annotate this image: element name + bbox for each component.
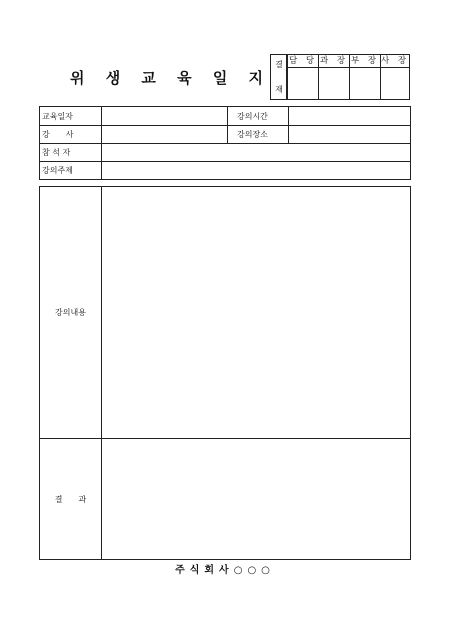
approval-side-label <box>271 55 287 99</box>
approval-column-2[interactable] <box>318 55 349 99</box>
topic-field[interactable] <box>102 162 410 179</box>
attendees-label: 참 석 자 <box>42 148 71 157</box>
content-table <box>39 186 411 560</box>
info-table <box>39 106 411 180</box>
attendees-field[interactable] <box>102 144 410 161</box>
approval-column-header: 부 장 <box>350 56 380 66</box>
date-label: 교육일자 <box>42 111 73 121</box>
topic-label: 강의주제 <box>42 166 73 175</box>
result-label: 결 과 <box>54 494 87 504</box>
info-row-attendees <box>40 144 410 162</box>
result-field[interactable] <box>102 439 410 559</box>
instructor-field[interactable] <box>102 126 227 143</box>
approval-column-3[interactable] <box>349 55 380 99</box>
company-name: 주식회사○○○ <box>175 565 275 576</box>
approval-column-header: 담 당 <box>288 56 318 66</box>
document-title: 위 생 교 육 일 지 <box>70 69 272 87</box>
instructor-label: 강 사 <box>42 130 74 139</box>
time-field[interactable] <box>289 107 410 125</box>
approval-column-4[interactable] <box>380 55 409 99</box>
place-field[interactable] <box>289 126 410 143</box>
info-row-date-time <box>40 107 410 126</box>
approval-column-header: 과 장 <box>319 56 349 66</box>
info-row-topic <box>40 162 410 179</box>
date-field[interactable] <box>102 107 227 125</box>
lecture-content-label: 강의내용 <box>55 308 86 317</box>
time-label: 강의시간 <box>237 111 268 121</box>
approval-column-header: 사 장 <box>381 56 410 66</box>
approval-side-top: 결 <box>275 60 283 69</box>
place-label: 강의장소 <box>237 130 268 139</box>
info-row-instructor-place <box>40 126 410 144</box>
approval-box <box>270 54 410 100</box>
approval-column-1[interactable] <box>287 55 318 99</box>
lecture-content-field[interactable] <box>102 187 410 438</box>
approval-side-bottom: 재 <box>275 85 283 94</box>
